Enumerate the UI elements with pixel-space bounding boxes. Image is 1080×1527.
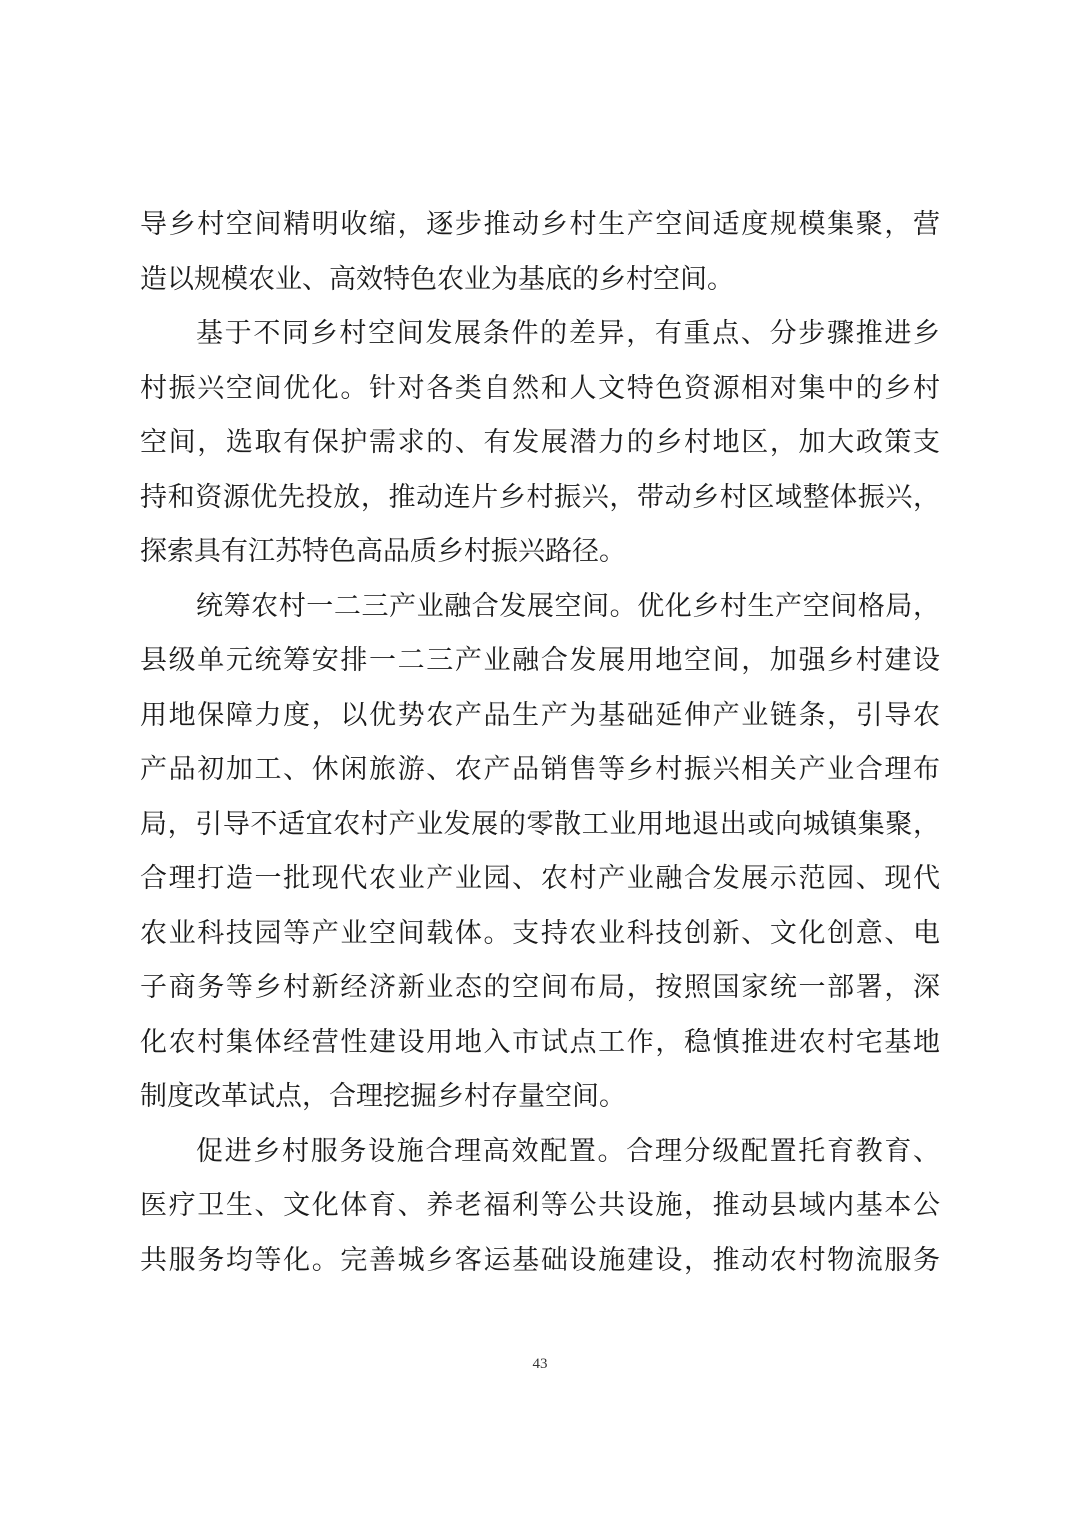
text-line: 子商务等乡村新经济新业态的空间布局，按照国家统一部署，深: [140, 972, 940, 1003]
text-line: 局，引导不适宜农村产业发展的零散工业用地退出或向城镇集聚，: [140, 808, 940, 840]
text-line: 用地保障力度，以优势农产品生产为基础延伸产业链条，引导农: [140, 699, 940, 731]
text-line: 化农村集体经营性建设用地入市试点工作，稳慎推进农村宅基地: [140, 1026, 940, 1058]
text-line: 村振兴空间优化。针对各类自然和人文特色资源相对集中的乡村: [140, 372, 940, 404]
text-line: 探索具有江苏特色高品质乡村振兴路径。: [140, 536, 626, 567]
text-line: 县级单元统筹安排一二三产业融合发展用地空间，加强乡村建设: [140, 645, 940, 676]
body-text: [140, 198, 940, 1288]
text-line: 空间，选取有保护需求的、有发展潜力的乡村地区，加大政策支: [140, 427, 940, 458]
text-line: 统筹农村一二三产业融合发展空间。优化乡村生产空间格局，: [196, 590, 940, 622]
text-line: 制度改革试点，合理挖掘乡村存量空间。: [140, 1081, 626, 1112]
text-line: 产品初加工、休闲旅游、农产品销售等乡村振兴相关产业合理布: [140, 754, 940, 785]
text-line: 基于不同乡村空间发展条件的差异，有重点、分步骤推进乡: [196, 318, 940, 349]
text-line: 农业科技园等产业空间载体。支持农业科技创新、文化创意、电: [140, 917, 940, 949]
page-number: 43: [532, 1356, 548, 1372]
text-line: 共服务均等化。完善城乡客运基础设施建设，推动农村物流服务: [140, 1244, 940, 1276]
text-line: 造以规模农业、高效特色农业为基底的乡村空间。: [140, 263, 734, 295]
text-line: 导乡村空间精明收缩，逐步推动乡村生产空间适度规模集聚，营: [140, 209, 940, 240]
text-line: 促进乡村服务设施合理高效配置。合理分级配置托育教育、: [196, 1135, 940, 1167]
text-line: 持和资源优先投放，推动连片乡村振兴，带动乡村区域整体振兴，: [140, 481, 940, 513]
text-line: 合理打造一批现代农业产业园、农村产业融合发展示范园、现代: [140, 863, 940, 894]
text-line: 医疗卫生、文化体育、养老福利等公共设施，推动县域内基本公: [140, 1190, 940, 1221]
